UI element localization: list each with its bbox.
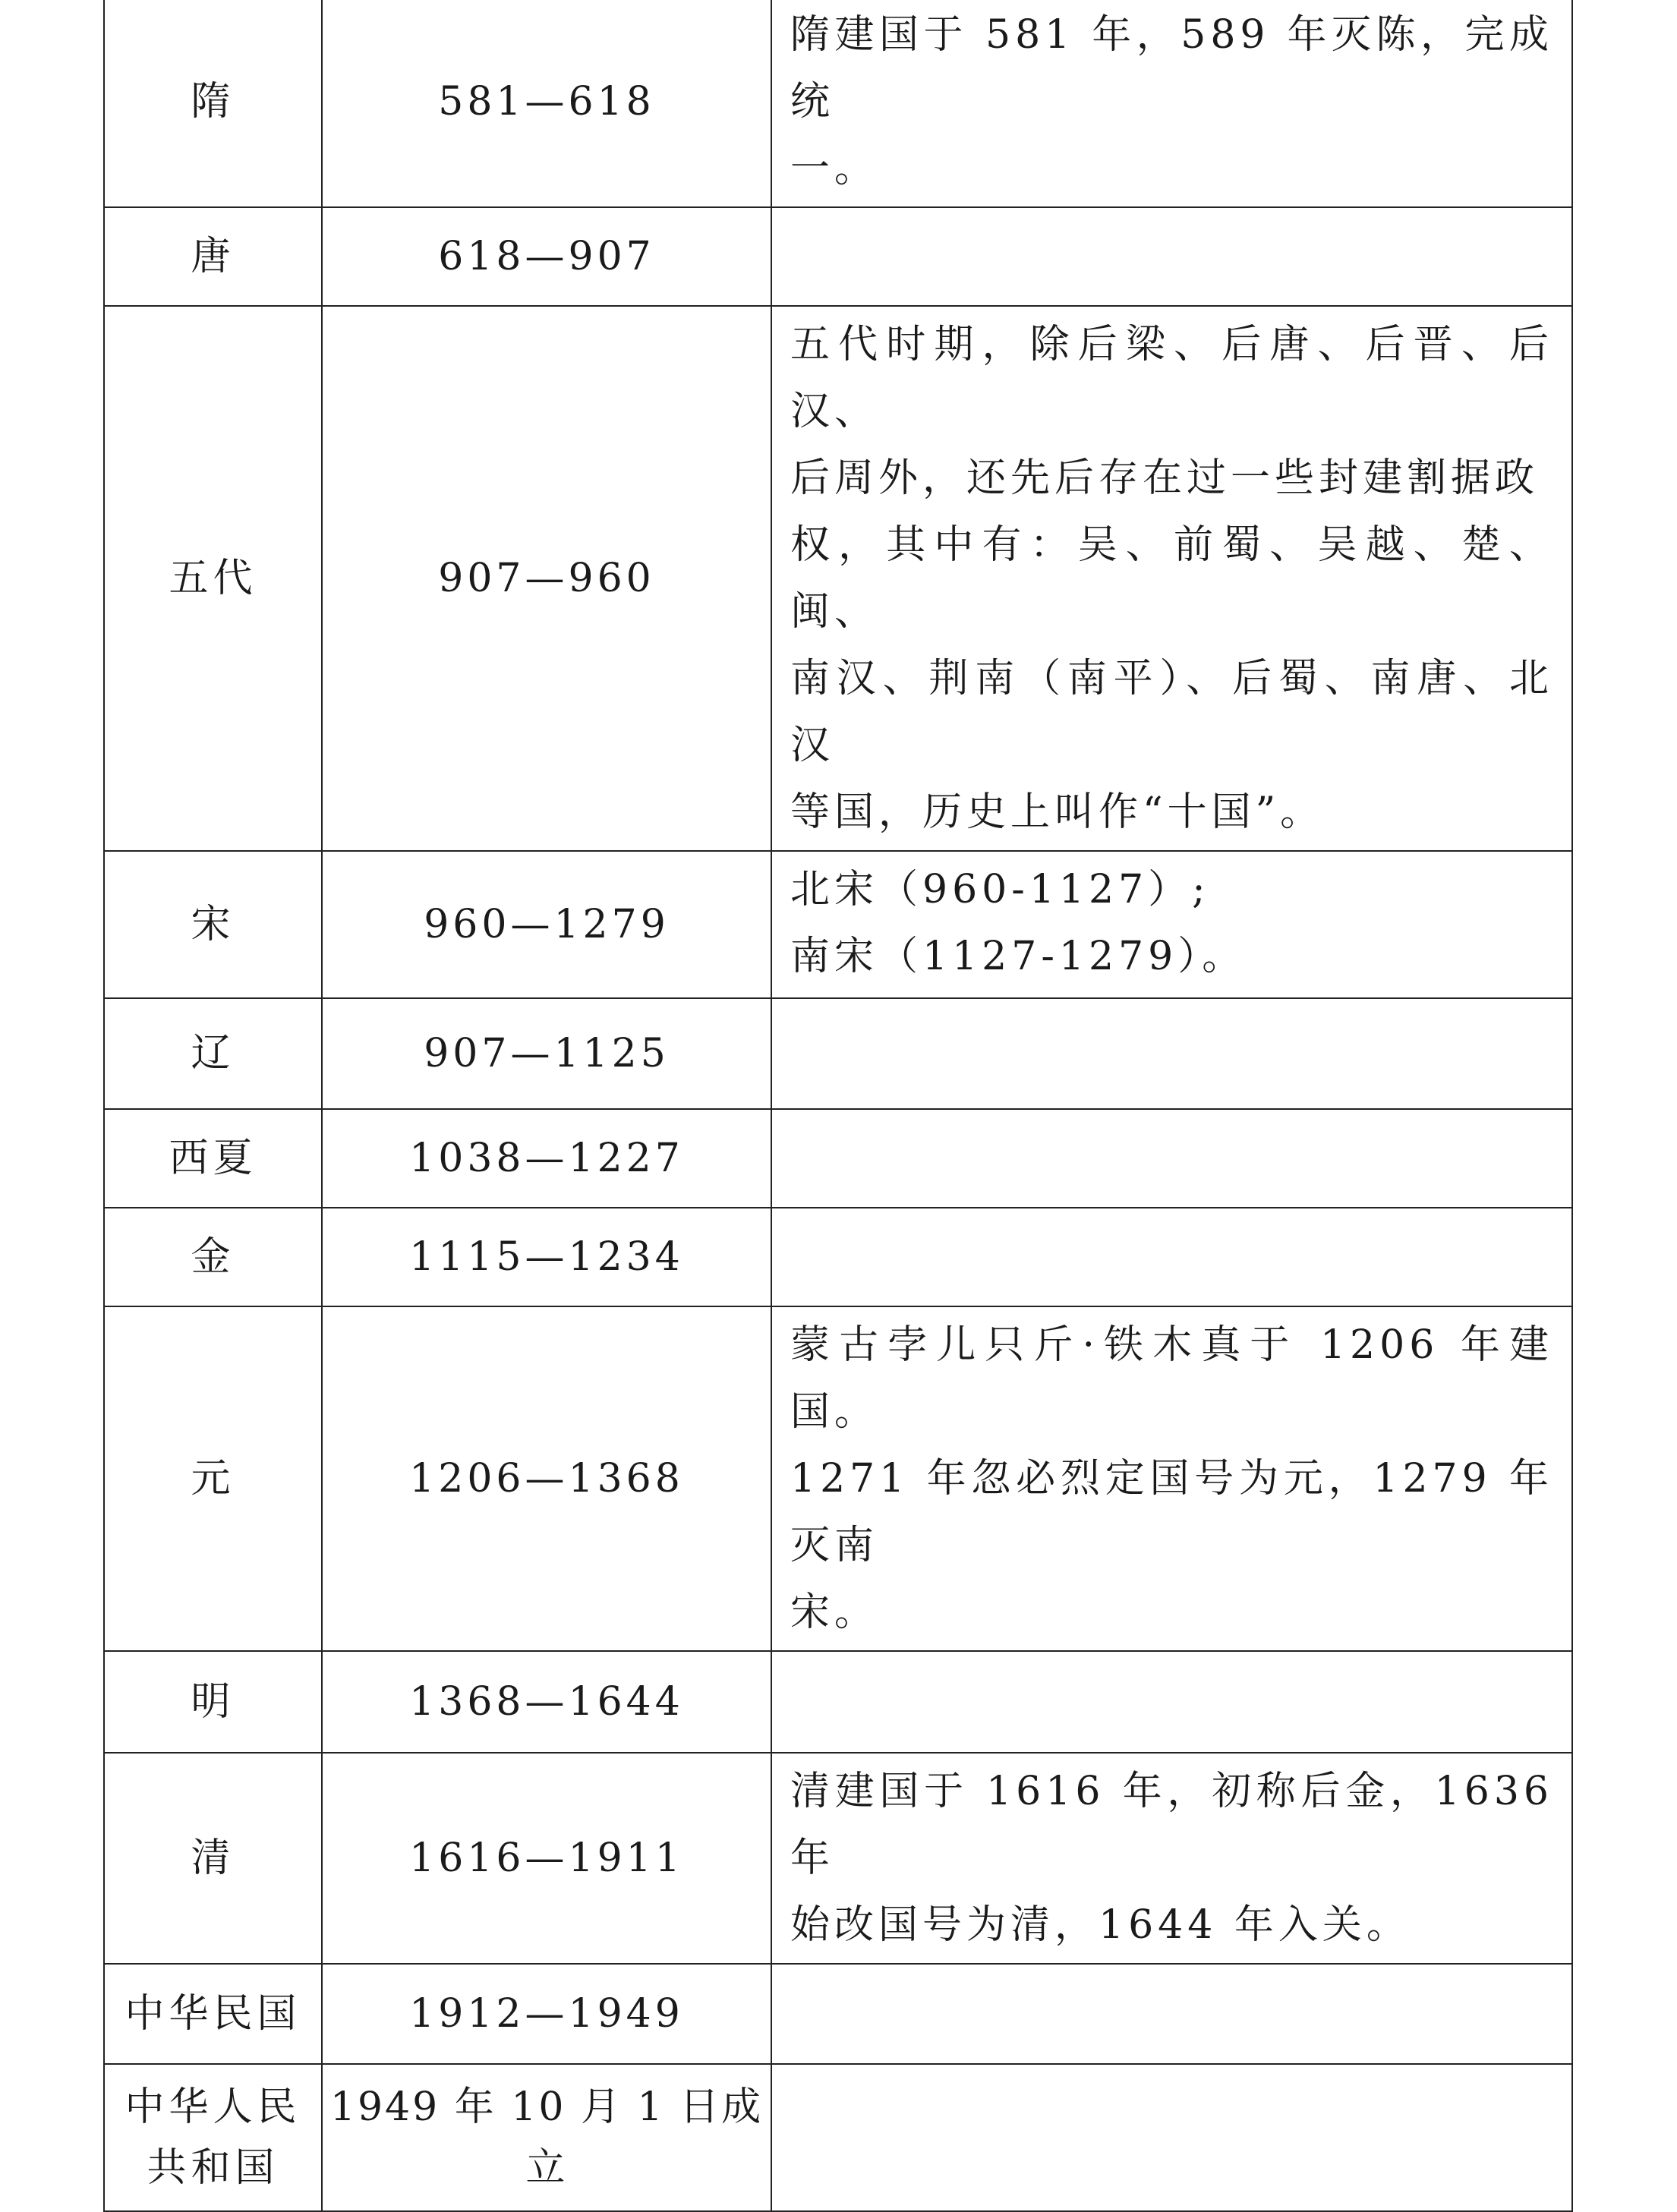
dynasty-years: 1912—1949 xyxy=(322,1964,771,2064)
dynasty-name: 西夏 xyxy=(104,1109,322,1208)
dynasty-name: 隋 xyxy=(104,0,322,207)
table-row xyxy=(104,0,1572,207)
note-line: 北宋（960-1127）; xyxy=(790,867,1210,912)
dynasty-years: 907—1125 xyxy=(322,998,771,1109)
table-row xyxy=(104,306,1572,851)
dynasty-name: 清 xyxy=(104,1753,322,1964)
dynasty-note xyxy=(771,1651,1572,1753)
dynasty-years: 618—907 xyxy=(322,207,771,306)
note-line: 宋。 xyxy=(790,1590,879,1635)
dynasty-note xyxy=(771,1964,1572,2064)
dynasty-name: 辽 xyxy=(104,998,322,1109)
note-line: 后周外，还先后存在过一些封建割据政 xyxy=(790,455,1540,501)
table-row xyxy=(104,2064,1572,2211)
dynasty-note xyxy=(771,1306,1572,1651)
dynasty-name: 明 xyxy=(104,1651,322,1753)
dynasty-table xyxy=(103,0,1573,2212)
table-row xyxy=(104,207,1572,306)
dynasty-note xyxy=(771,1109,1572,1208)
note-line: 五代时期，除后梁、后唐、后晋、后汉、 xyxy=(790,322,1553,434)
note-line: 始改国号为清，1644 年入关。 xyxy=(790,1902,1411,1948)
table-row xyxy=(104,1753,1572,1964)
dynasty-note xyxy=(771,1753,1572,1964)
dynasty-years: 1949 年 10 月 1 日成立 xyxy=(322,2064,771,2211)
dynasty-name-line: 共和国 xyxy=(147,2145,279,2191)
dynasty-years: 581—618 xyxy=(322,0,771,207)
note-line: 清建国于 1616 年，初称后金，1636 年 xyxy=(790,1769,1553,1881)
note-line: 权，其中有：吴、前蜀、吴越、楚、闽、 xyxy=(790,522,1553,635)
note-line: 一。 xyxy=(790,146,879,191)
note-line: 蒙古孛儿只斤·铁木真于 1206 年建国。 xyxy=(790,1322,1553,1435)
table-row xyxy=(104,1964,1572,2064)
note-line: 1271 年忽必烈定国号为元，1279 年灭南 xyxy=(790,1456,1553,1568)
dynasty-years: 907—960 xyxy=(322,306,771,851)
dynasty-name: 五代 xyxy=(104,306,322,851)
dynasty-years: 960—1279 xyxy=(322,851,771,998)
dynasty-years: 1206—1368 xyxy=(322,1306,771,1651)
dynasty-years: 1616—1911 xyxy=(322,1753,771,1964)
dynasty-name: 元 xyxy=(104,1306,322,1651)
table-row xyxy=(104,1306,1572,1651)
note-line: 南汉、荆南（南平）、后蜀、南唐、北汉 xyxy=(790,656,1553,768)
dynasty-note xyxy=(771,1208,1572,1306)
dynasty-note xyxy=(771,2064,1572,2211)
dynasty-note xyxy=(771,207,1572,306)
dynasty-name xyxy=(104,2064,322,2211)
dynasty-name: 唐 xyxy=(104,207,322,306)
note-line: 等国，历史上叫作“十国”。 xyxy=(790,789,1325,835)
dynasty-name-line: 中华人民 xyxy=(125,2084,301,2130)
note-line: 南宋（1127-1279）。 xyxy=(790,934,1247,979)
note-line: 隋建国于 581 年，589 年灭陈，完成统 xyxy=(790,12,1553,124)
dynasty-years: 1115—1234 xyxy=(322,1208,771,1306)
dynasty-years: 1368—1644 xyxy=(322,1651,771,1753)
dynasty-note xyxy=(771,998,1572,1109)
dynasty-name: 金 xyxy=(104,1208,322,1306)
table-row xyxy=(104,1651,1572,1753)
dynasty-note xyxy=(771,851,1572,998)
dynasty-note xyxy=(771,0,1572,207)
table-row xyxy=(104,998,1572,1109)
dynasty-name: 中华民国 xyxy=(104,1964,322,2064)
dynasty-years: 1038—1227 xyxy=(322,1109,771,1208)
dynasty-note xyxy=(771,306,1572,851)
table-row xyxy=(104,1109,1572,1208)
table-row xyxy=(104,1208,1572,1306)
table-row xyxy=(104,851,1572,998)
dynasty-name: 宋 xyxy=(104,851,322,998)
